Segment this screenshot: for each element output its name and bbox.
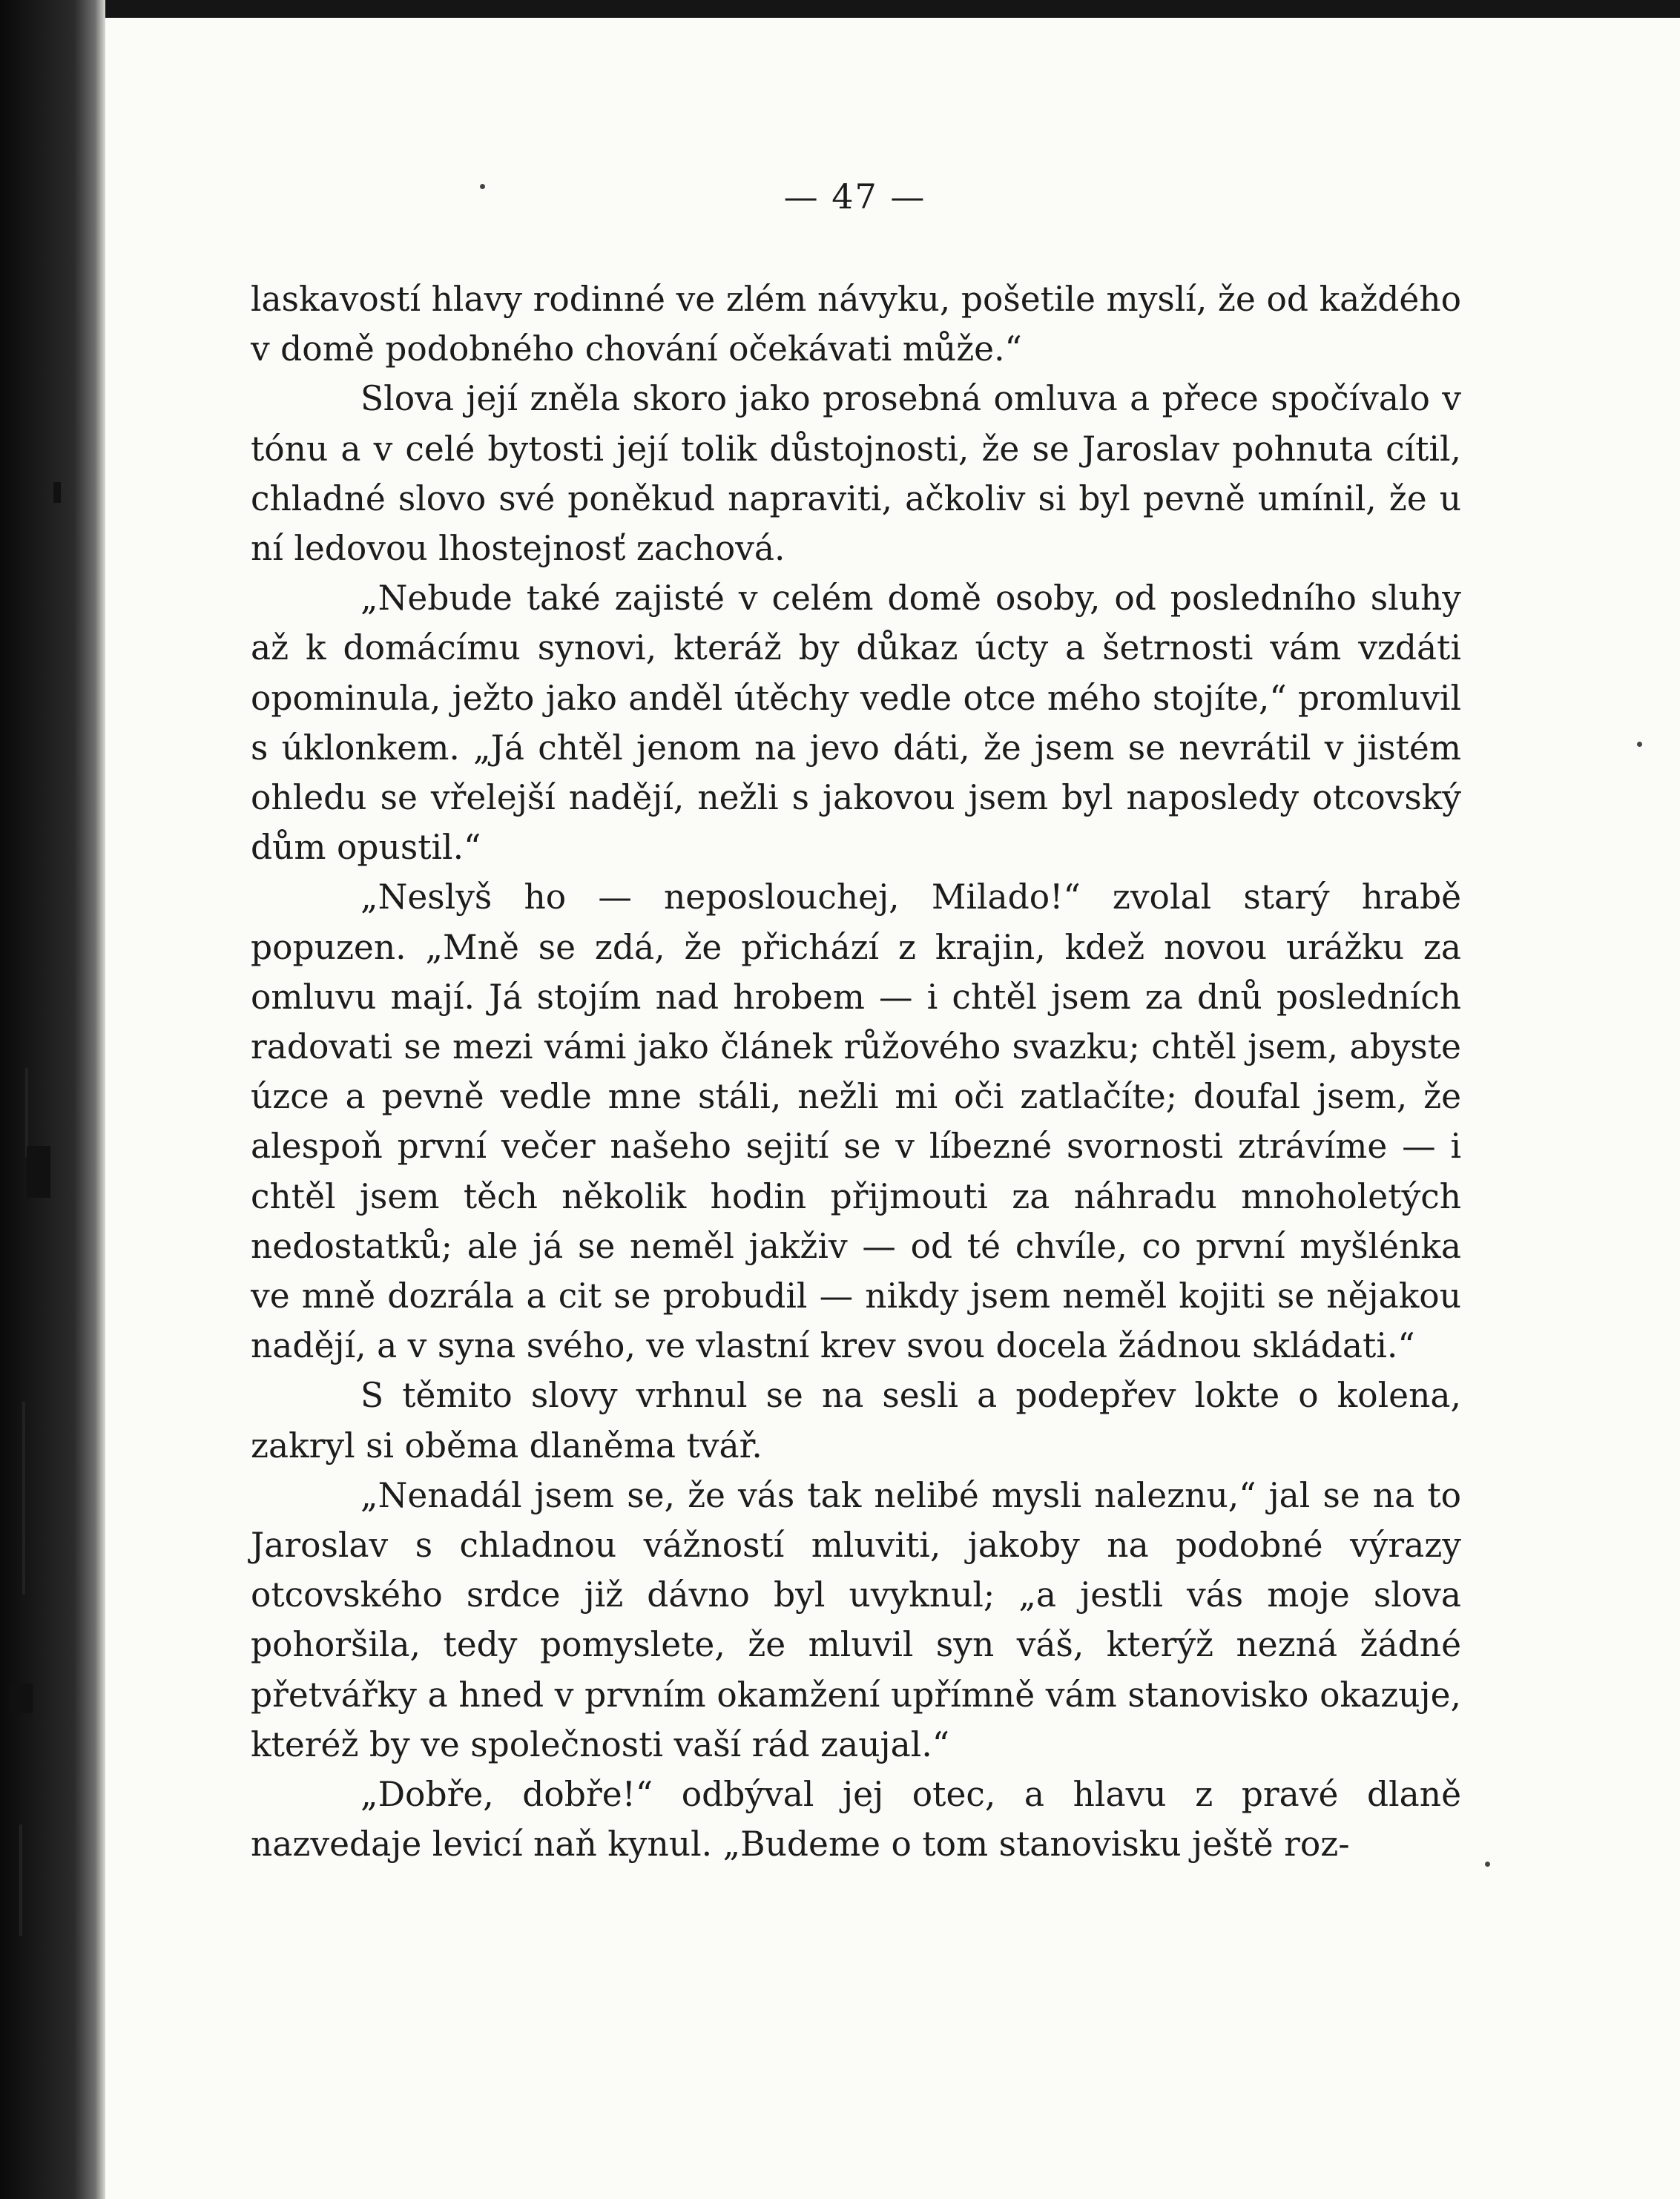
margin-stain (10, 1684, 33, 1713)
edge-mark (22, 1402, 25, 1595)
paragraph: S těmito slovy vrhnul se na sesli a podepřev lokte o kolena, zakryl si oběma dlaněma tvář. (251, 1376, 1461, 1466)
paragraph: „Nebude také zajisté v celém domě osoby, od posledního sluhy až k domácímu synovi, kteráž by důkaz úcty a šetrnosti vám vzdáti opominula, ježto jako anděl útěchy vedle otce mého stojíte,“ promluvil s úklonkem. „Já chtěl jenom na jevo dáti, že jsem se nevrátil v jistém ohledu se vřelejší nadějí, nežli s jakovou jsem byl naposledy otcovský dům opustil.“ (251, 578, 1461, 868)
paragraph: „Neslyš ho — neposlouchej, Milado!“ zvolal starý hrabě popuzen. „Mně se zdá, že přichází z krajin, kdež novou urážku za omluvu mají. Já stojím nad hrobem — i chtěl jsem za dnů posledních radovati se mezi vámi jako článek růžového svazku; chtěl jsem, abyste úzce a pevně vedle mne stáli, nežli mi oči zatlačíte; doufal jsem, že alespoň první večer našeho sejití se v líbezné svornosti ztrávíme — i chtěl jsem těch několik hodin přijmouti za náhradu mnoholetých nedostatků; ale já se neměl jakživ — od té chvíle, co první myšlénka ve mně dozrála a cit se probudil — nikdy jsem neměl kojiti se nějakou nadějí, a v syna svého, ve vlastní krev svou docela žádnou skládati.“ (251, 877, 1461, 1366)
edge-mark (19, 1824, 22, 1936)
paper-speck (1637, 742, 1642, 747)
body-text (251, 274, 1461, 1870)
edge-mark (25, 1068, 28, 1157)
paragraph: Slova její zněla skoro jako prosebná omluva a přece spočívalo v tónu a v celé bytosti její tolik důstojnosti, že se Jaroslav pohnuta cítil, chladné slovo své poněkud napraviti, ačkoliv si byl pevně umínil, že u ní ledovou lhostejnosť zachová. (251, 379, 1461, 569)
book-spine-shadow (0, 0, 105, 2199)
paragraph: laskavostí hlavy rodinné ve zlém návyku, pošetile myslí, že od každého v domě podobného chování očekávati může.“ (251, 280, 1461, 369)
paragraph: „Dobře, dobře!“ odbýval jej otec, a hlavu z pravé dlaně nazvedaje levicí naň kynul. „Budeme o tom stanovisku ještě roz- (251, 1775, 1461, 1865)
margin-stain (53, 482, 61, 503)
page-number: — 47 — (783, 177, 926, 217)
paragraph: „Nenadál jsem se, že vás tak nelibé mysli naleznu,“ jal se na to Jaroslav s chladnou vážností mluviti, jakoby na podobné výrazy otcovského srdce již dávno byl uvyknul; „a jestli vás moje slova pohoršila, tedy pomyslete, že mluvil syn váš, kterýž nezná žádné přetvářky a hned v prvním okamžení upřímně vám stanovisko okazuje, kteréž by ve společnosti vaší rád zaujal.“ (251, 1475, 1461, 1764)
paper-speck (1485, 1862, 1490, 1867)
margin-stain (27, 1146, 50, 1198)
